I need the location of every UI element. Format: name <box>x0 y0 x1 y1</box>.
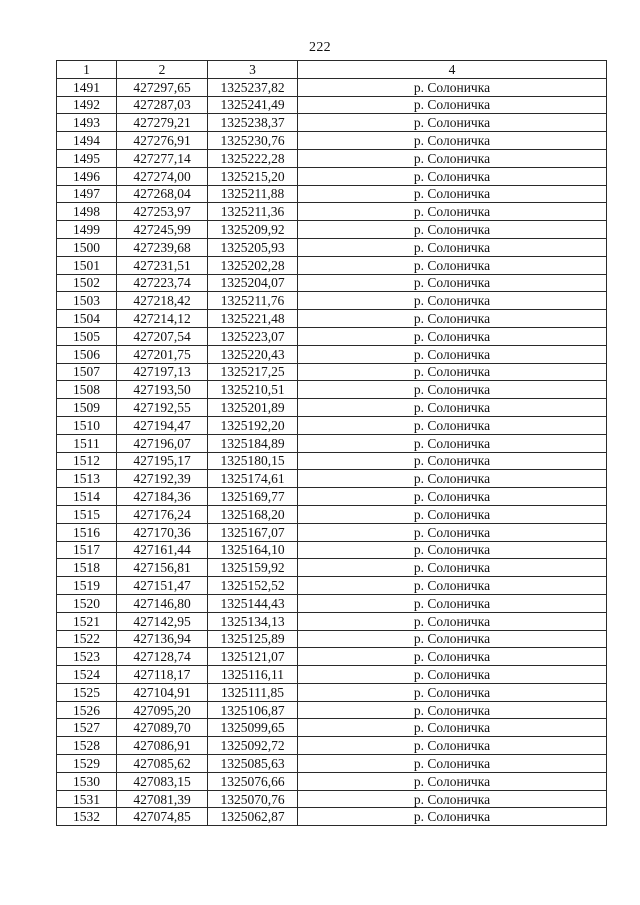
cell-y-coordinate: 1325099,65 <box>208 719 298 737</box>
cell-x-coordinate: 427287,03 <box>117 96 208 114</box>
table-row <box>57 381 607 399</box>
cell-description: р. Солоничка <box>298 96 607 114</box>
cell-x-coordinate: 427276,91 <box>117 132 208 150</box>
table-body <box>57 78 607 825</box>
cell-description: р. Солоничка <box>298 221 607 239</box>
cell-x-coordinate: 427142,95 <box>117 612 208 630</box>
cell-y-coordinate: 1325125,89 <box>208 630 298 648</box>
cell-point-number: 1509 <box>57 399 117 417</box>
cell-x-coordinate: 427194,47 <box>117 416 208 434</box>
table-row <box>57 292 607 310</box>
cell-y-coordinate: 1325116,11 <box>208 666 298 684</box>
cell-point-number: 1502 <box>57 274 117 292</box>
cell-y-coordinate: 1325223,07 <box>208 327 298 345</box>
cell-x-coordinate: 427231,51 <box>117 256 208 274</box>
cell-description: р. Солоничка <box>298 274 607 292</box>
cell-x-coordinate: 427274,00 <box>117 167 208 185</box>
table-row <box>57 416 607 434</box>
cell-description: р. Солоничка <box>298 167 607 185</box>
table-row <box>57 772 607 790</box>
cell-point-number: 1507 <box>57 363 117 381</box>
cell-x-coordinate: 427170,36 <box>117 523 208 541</box>
cell-point-number: 1501 <box>57 256 117 274</box>
table-row <box>57 523 607 541</box>
cell-y-coordinate: 1325106,87 <box>208 701 298 719</box>
cell-y-coordinate: 1325201,89 <box>208 399 298 417</box>
cell-point-number: 1528 <box>57 737 117 755</box>
cell-point-number: 1527 <box>57 719 117 737</box>
cell-y-coordinate: 1325222,28 <box>208 149 298 167</box>
cell-point-number: 1506 <box>57 345 117 363</box>
cell-x-coordinate: 427089,70 <box>117 719 208 737</box>
cell-y-coordinate: 1325152,52 <box>208 577 298 595</box>
cell-description: р. Солоничка <box>298 808 607 826</box>
cell-point-number: 1494 <box>57 132 117 150</box>
cell-description: р. Солоничка <box>298 310 607 328</box>
cell-point-number: 1530 <box>57 772 117 790</box>
cell-description: р. Солоничка <box>298 345 607 363</box>
cell-y-coordinate: 1325184,89 <box>208 434 298 452</box>
cell-description: р. Солоничка <box>298 416 607 434</box>
cell-y-coordinate: 1325210,51 <box>208 381 298 399</box>
table-row <box>57 238 607 256</box>
table-row <box>57 363 607 381</box>
table-row <box>57 470 607 488</box>
cell-y-coordinate: 1325192,20 <box>208 416 298 434</box>
cell-x-coordinate: 427197,13 <box>117 363 208 381</box>
cell-y-coordinate: 1325217,25 <box>208 363 298 381</box>
cell-x-coordinate: 427223,74 <box>117 274 208 292</box>
cell-x-coordinate: 427184,36 <box>117 488 208 506</box>
cell-point-number: 1495 <box>57 149 117 167</box>
cell-point-number: 1505 <box>57 327 117 345</box>
cell-description: р. Солоничка <box>298 612 607 630</box>
cell-x-coordinate: 427128,74 <box>117 648 208 666</box>
cell-point-number: 1526 <box>57 701 117 719</box>
table-row <box>57 505 607 523</box>
cell-point-number: 1512 <box>57 452 117 470</box>
table-row <box>57 221 607 239</box>
cell-y-coordinate: 1325167,07 <box>208 523 298 541</box>
cell-y-coordinate: 1325230,76 <box>208 132 298 150</box>
cell-x-coordinate: 427161,44 <box>117 541 208 559</box>
table-header <box>57 61 607 79</box>
cell-point-number: 1500 <box>57 238 117 256</box>
cell-point-number: 1520 <box>57 594 117 612</box>
cell-description: р. Солоничка <box>298 292 607 310</box>
cell-description: р. Солоничка <box>298 719 607 737</box>
cell-description: р. Солоничка <box>298 434 607 452</box>
cell-x-coordinate: 427083,15 <box>117 772 208 790</box>
cell-point-number: 1521 <box>57 612 117 630</box>
cell-description: р. Солоничка <box>298 648 607 666</box>
cell-point-number: 1498 <box>57 203 117 221</box>
cell-description: р. Солоничка <box>298 256 607 274</box>
cell-y-coordinate: 1325211,88 <box>208 185 298 203</box>
cell-x-coordinate: 427195,17 <box>117 452 208 470</box>
cell-description: р. Солоничка <box>298 683 607 701</box>
table-row <box>57 719 607 737</box>
cell-y-coordinate: 1325092,72 <box>208 737 298 755</box>
cell-point-number: 1510 <box>57 416 117 434</box>
cell-x-coordinate: 427074,85 <box>117 808 208 826</box>
cell-y-coordinate: 1325174,61 <box>208 470 298 488</box>
cell-x-coordinate: 427207,54 <box>117 327 208 345</box>
cell-x-coordinate: 427268,04 <box>117 185 208 203</box>
cell-description: р. Солоничка <box>298 666 607 684</box>
cell-description: р. Солоничка <box>298 399 607 417</box>
table-row <box>57 256 607 274</box>
cell-y-coordinate: 1325168,20 <box>208 505 298 523</box>
page-number: 222 <box>309 40 331 55</box>
cell-x-coordinate: 427136,94 <box>117 630 208 648</box>
cell-point-number: 1525 <box>57 683 117 701</box>
table-row <box>57 630 607 648</box>
cell-description: р. Солоничка <box>298 594 607 612</box>
cell-x-coordinate: 427245,99 <box>117 221 208 239</box>
cell-description: р. Солоничка <box>298 505 607 523</box>
cell-y-coordinate: 1325237,82 <box>208 78 298 96</box>
cell-y-coordinate: 1325241,49 <box>208 96 298 114</box>
table-row <box>57 666 607 684</box>
table-row <box>57 577 607 595</box>
table-row <box>57 399 607 417</box>
cell-description: р. Солоничка <box>298 559 607 577</box>
header-cell-x: 2 <box>117 61 208 79</box>
cell-y-coordinate: 1325204,07 <box>208 274 298 292</box>
cell-x-coordinate: 427192,39 <box>117 470 208 488</box>
cell-y-coordinate: 1325121,07 <box>208 648 298 666</box>
table-row <box>57 434 607 452</box>
cell-point-number: 1524 <box>57 666 117 684</box>
cell-x-coordinate: 427218,42 <box>117 292 208 310</box>
cell-point-number: 1493 <box>57 114 117 132</box>
table-row <box>57 114 607 132</box>
cell-description: р. Солоничка <box>298 523 607 541</box>
cell-y-coordinate: 1325220,43 <box>208 345 298 363</box>
table-row <box>57 452 607 470</box>
cell-description: р. Солоничка <box>298 755 607 773</box>
table-row <box>57 701 607 719</box>
cell-description: р. Солоничка <box>298 132 607 150</box>
cell-x-coordinate: 427239,68 <box>117 238 208 256</box>
cell-x-coordinate: 427118,17 <box>117 666 208 684</box>
cell-description: р. Солоничка <box>298 238 607 256</box>
cell-point-number: 1499 <box>57 221 117 239</box>
cell-point-number: 1522 <box>57 630 117 648</box>
cell-description: р. Солоничка <box>298 327 607 345</box>
cell-point-number: 1503 <box>57 292 117 310</box>
cell-y-coordinate: 1325111,85 <box>208 683 298 701</box>
table-row <box>57 132 607 150</box>
coordinates-table <box>56 60 607 826</box>
header-cell-description: 4 <box>298 61 607 79</box>
cell-point-number: 1504 <box>57 310 117 328</box>
cell-description: р. Солоничка <box>298 630 607 648</box>
cell-description: р. Солоничка <box>298 149 607 167</box>
cell-description: р. Солоничка <box>298 577 607 595</box>
cell-point-number: 1523 <box>57 648 117 666</box>
cell-x-coordinate: 427156,81 <box>117 559 208 577</box>
table-row <box>57 808 607 826</box>
cell-point-number: 1491 <box>57 78 117 96</box>
cell-x-coordinate: 427193,50 <box>117 381 208 399</box>
cell-description: р. Солоничка <box>298 185 607 203</box>
cell-y-coordinate: 1325076,66 <box>208 772 298 790</box>
cell-point-number: 1496 <box>57 167 117 185</box>
cell-y-coordinate: 1325221,48 <box>208 310 298 328</box>
table-row <box>57 683 607 701</box>
cell-y-coordinate: 1325211,36 <box>208 203 298 221</box>
cell-description: р. Солоничка <box>298 470 607 488</box>
cell-description: р. Солоничка <box>298 381 607 399</box>
header-cell-y: 3 <box>208 61 298 79</box>
cell-y-coordinate: 1325202,28 <box>208 256 298 274</box>
cell-description: р. Солоничка <box>298 701 607 719</box>
table-row <box>57 755 607 773</box>
cell-point-number: 1497 <box>57 185 117 203</box>
cell-description: р. Солоничка <box>298 78 607 96</box>
cell-description: р. Солоничка <box>298 452 607 470</box>
cell-point-number: 1519 <box>57 577 117 595</box>
cell-x-coordinate: 427086,91 <box>117 737 208 755</box>
cell-y-coordinate: 1325205,93 <box>208 238 298 256</box>
cell-description: р. Солоничка <box>298 772 607 790</box>
cell-point-number: 1532 <box>57 808 117 826</box>
cell-x-coordinate: 427277,14 <box>117 149 208 167</box>
cell-y-coordinate: 1325164,10 <box>208 541 298 559</box>
table-row <box>57 488 607 506</box>
cell-y-coordinate: 1325070,76 <box>208 790 298 808</box>
cell-description: р. Солоничка <box>298 363 607 381</box>
cell-x-coordinate: 427253,97 <box>117 203 208 221</box>
cell-x-coordinate: 427151,47 <box>117 577 208 595</box>
cell-x-coordinate: 427085,62 <box>117 755 208 773</box>
cell-y-coordinate: 1325159,92 <box>208 559 298 577</box>
header-cell-point-number: 1 <box>57 61 117 79</box>
cell-point-number: 1513 <box>57 470 117 488</box>
cell-x-coordinate: 427297,65 <box>117 78 208 96</box>
cell-description: р. Солоничка <box>298 790 607 808</box>
cell-x-coordinate: 427279,21 <box>117 114 208 132</box>
cell-point-number: 1492 <box>57 96 117 114</box>
table-row <box>57 203 607 221</box>
table-row <box>57 648 607 666</box>
cell-y-coordinate: 1325085,63 <box>208 755 298 773</box>
cell-description: р. Солоничка <box>298 488 607 506</box>
table-row <box>57 149 607 167</box>
cell-y-coordinate: 1325134,13 <box>208 612 298 630</box>
cell-point-number: 1531 <box>57 790 117 808</box>
header-row <box>57 61 607 79</box>
table-row <box>57 790 607 808</box>
table-row <box>57 310 607 328</box>
table-row <box>57 274 607 292</box>
cell-x-coordinate: 427081,39 <box>117 790 208 808</box>
table-row <box>57 96 607 114</box>
cell-y-coordinate: 1325062,87 <box>208 808 298 826</box>
cell-x-coordinate: 427201,75 <box>117 345 208 363</box>
table-row <box>57 541 607 559</box>
cell-y-coordinate: 1325180,15 <box>208 452 298 470</box>
cell-y-coordinate: 1325144,43 <box>208 594 298 612</box>
table-row <box>57 612 607 630</box>
table-row <box>57 737 607 755</box>
cell-point-number: 1508 <box>57 381 117 399</box>
cell-x-coordinate: 427192,55 <box>117 399 208 417</box>
cell-point-number: 1516 <box>57 523 117 541</box>
table-row <box>57 327 607 345</box>
cell-point-number: 1511 <box>57 434 117 452</box>
cell-point-number: 1517 <box>57 541 117 559</box>
cell-point-number: 1518 <box>57 559 117 577</box>
table-row <box>57 345 607 363</box>
cell-point-number: 1514 <box>57 488 117 506</box>
cell-x-coordinate: 427104,91 <box>117 683 208 701</box>
cell-y-coordinate: 1325169,77 <box>208 488 298 506</box>
table-row <box>57 78 607 96</box>
cell-x-coordinate: 427176,24 <box>117 505 208 523</box>
cell-description: р. Солоничка <box>298 203 607 221</box>
cell-y-coordinate: 1325215,20 <box>208 167 298 185</box>
cell-x-coordinate: 427214,12 <box>117 310 208 328</box>
table-row <box>57 185 607 203</box>
cell-y-coordinate: 1325211,76 <box>208 292 298 310</box>
cell-description: р. Солоничка <box>298 737 607 755</box>
cell-x-coordinate: 427146,80 <box>117 594 208 612</box>
cell-description: р. Солоничка <box>298 541 607 559</box>
cell-y-coordinate: 1325238,37 <box>208 114 298 132</box>
cell-description: р. Солоничка <box>298 114 607 132</box>
cell-point-number: 1529 <box>57 755 117 773</box>
table-row <box>57 167 607 185</box>
table-row <box>57 594 607 612</box>
cell-y-coordinate: 1325209,92 <box>208 221 298 239</box>
cell-x-coordinate: 427196,07 <box>117 434 208 452</box>
table-row <box>57 559 607 577</box>
cell-point-number: 1515 <box>57 505 117 523</box>
cell-x-coordinate: 427095,20 <box>117 701 208 719</box>
